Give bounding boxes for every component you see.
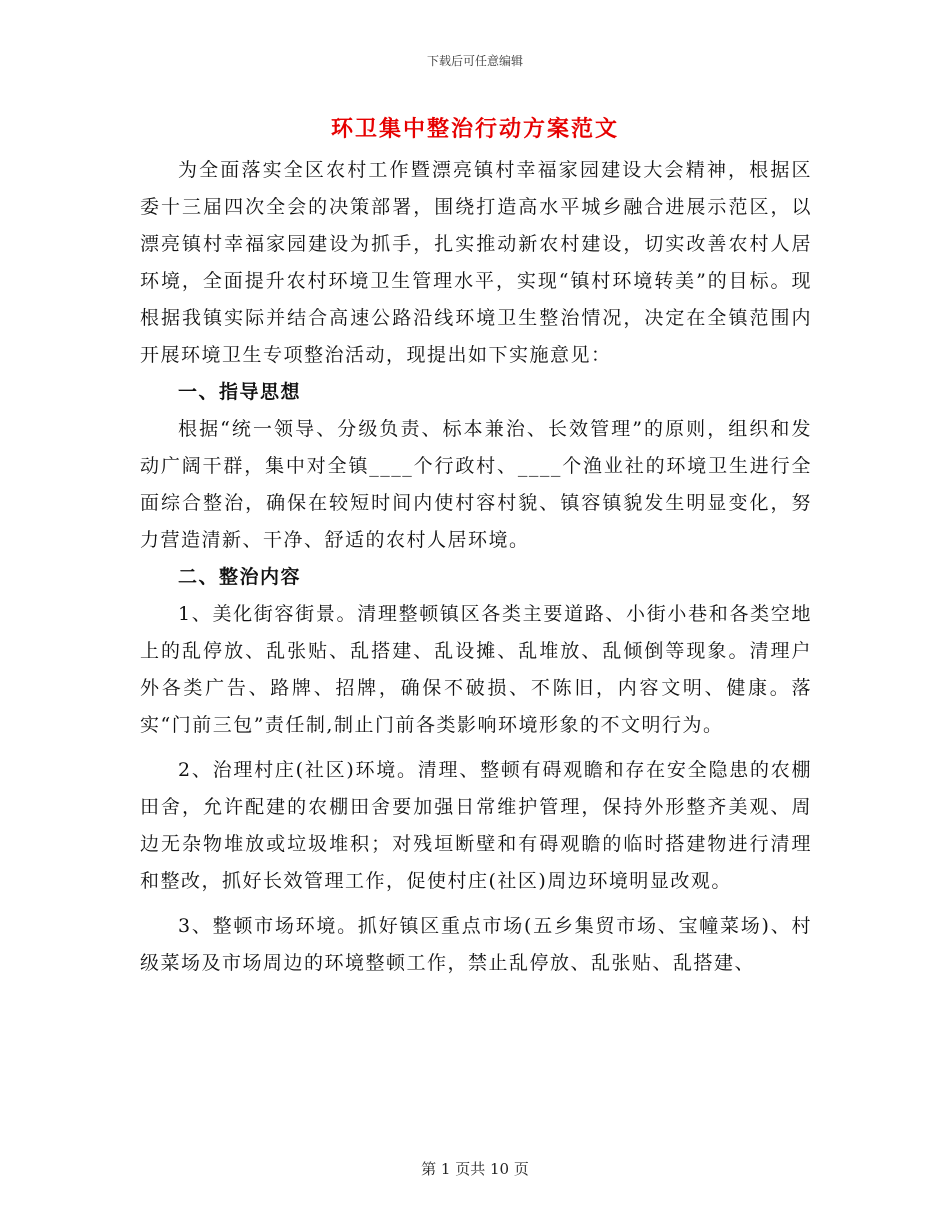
section-heading-rectification-content: 二、整治内容 [178, 566, 302, 588]
page-footer: 第 1 页共 10 页 [421, 1160, 529, 1178]
content-item-2: 2、治理村庄(社区)环境。清理、整顿有碍观瞻和存在安全隐患的农棚田舍，允许配建的农棚田舍要加强日常维护管理，保持外形整齐美观、周边无杂物堆放或垃圾堆积；对残垣断壁和有碍观瞻的临时搭建物进行清理和整改，抓好长效管理工作，促使村庄(社区)周边环境明显改观。 [140, 759, 812, 892]
header-note: 下载后可任意编辑 [426, 54, 523, 68]
document-body [140, 152, 812, 982]
guiding-ideology-paragraph: 根据“统一领导、分级负责、标本兼治、长效管理”的原则，组织和发动广阔干群，集中对全镇____个行政村、____个渔业社的环境卫生进行全面综合整治，确保在较短时间内使村容村貌、镇容镇貌发生明显变化，努力营造清新、干净、舒适的农村人居环境。 [140, 418, 812, 551]
section-heading-guiding-ideology: 一、指导思想 [178, 381, 302, 403]
content-item-3: 3、整顿市场环境。抓好镇区重点市场(五乡集贸市场、宝幢菜场)、村级菜场及市场周边的环境整顿工作，禁止乱停放、乱张贴、乱搭建、 [140, 915, 812, 974]
document-title: 环卫集中整治行动方案范文 [330, 116, 619, 142]
intro-paragraph: 为全面落实全区农村工作暨漂亮镇村幸福家园建设大会精神，根据区委十三届四次全会的决策部署，围绕打造高水平城乡融合进展示范区，以漂亮镇村幸福家园建设为抓手，扎实推动新农村建设，切实改善农村人居环境，全面提升农村环境卫生管理水平，实现“镇村环境转美”的目标。现根据我镇实际并结合高速公路沿线环境卫生整治情况，决定在全镇范围内开展环境卫生专项整治活动，现提出如下实施意见： [140, 159, 812, 366]
content-item-1: 1、美化街容街景。清理整顿镇区各类主要道路、小街小巷和各类空地上的乱停放、乱张贴、乱搭建、乱设摊、乱堆放、乱倾倒等现象。清理户外各类广告、路牌、招牌，确保不破损、不陈旧，内容文明、健康。落实“门前三包”责任制,制止门前各类影响环境形象的不文明行为。 [140, 603, 812, 736]
